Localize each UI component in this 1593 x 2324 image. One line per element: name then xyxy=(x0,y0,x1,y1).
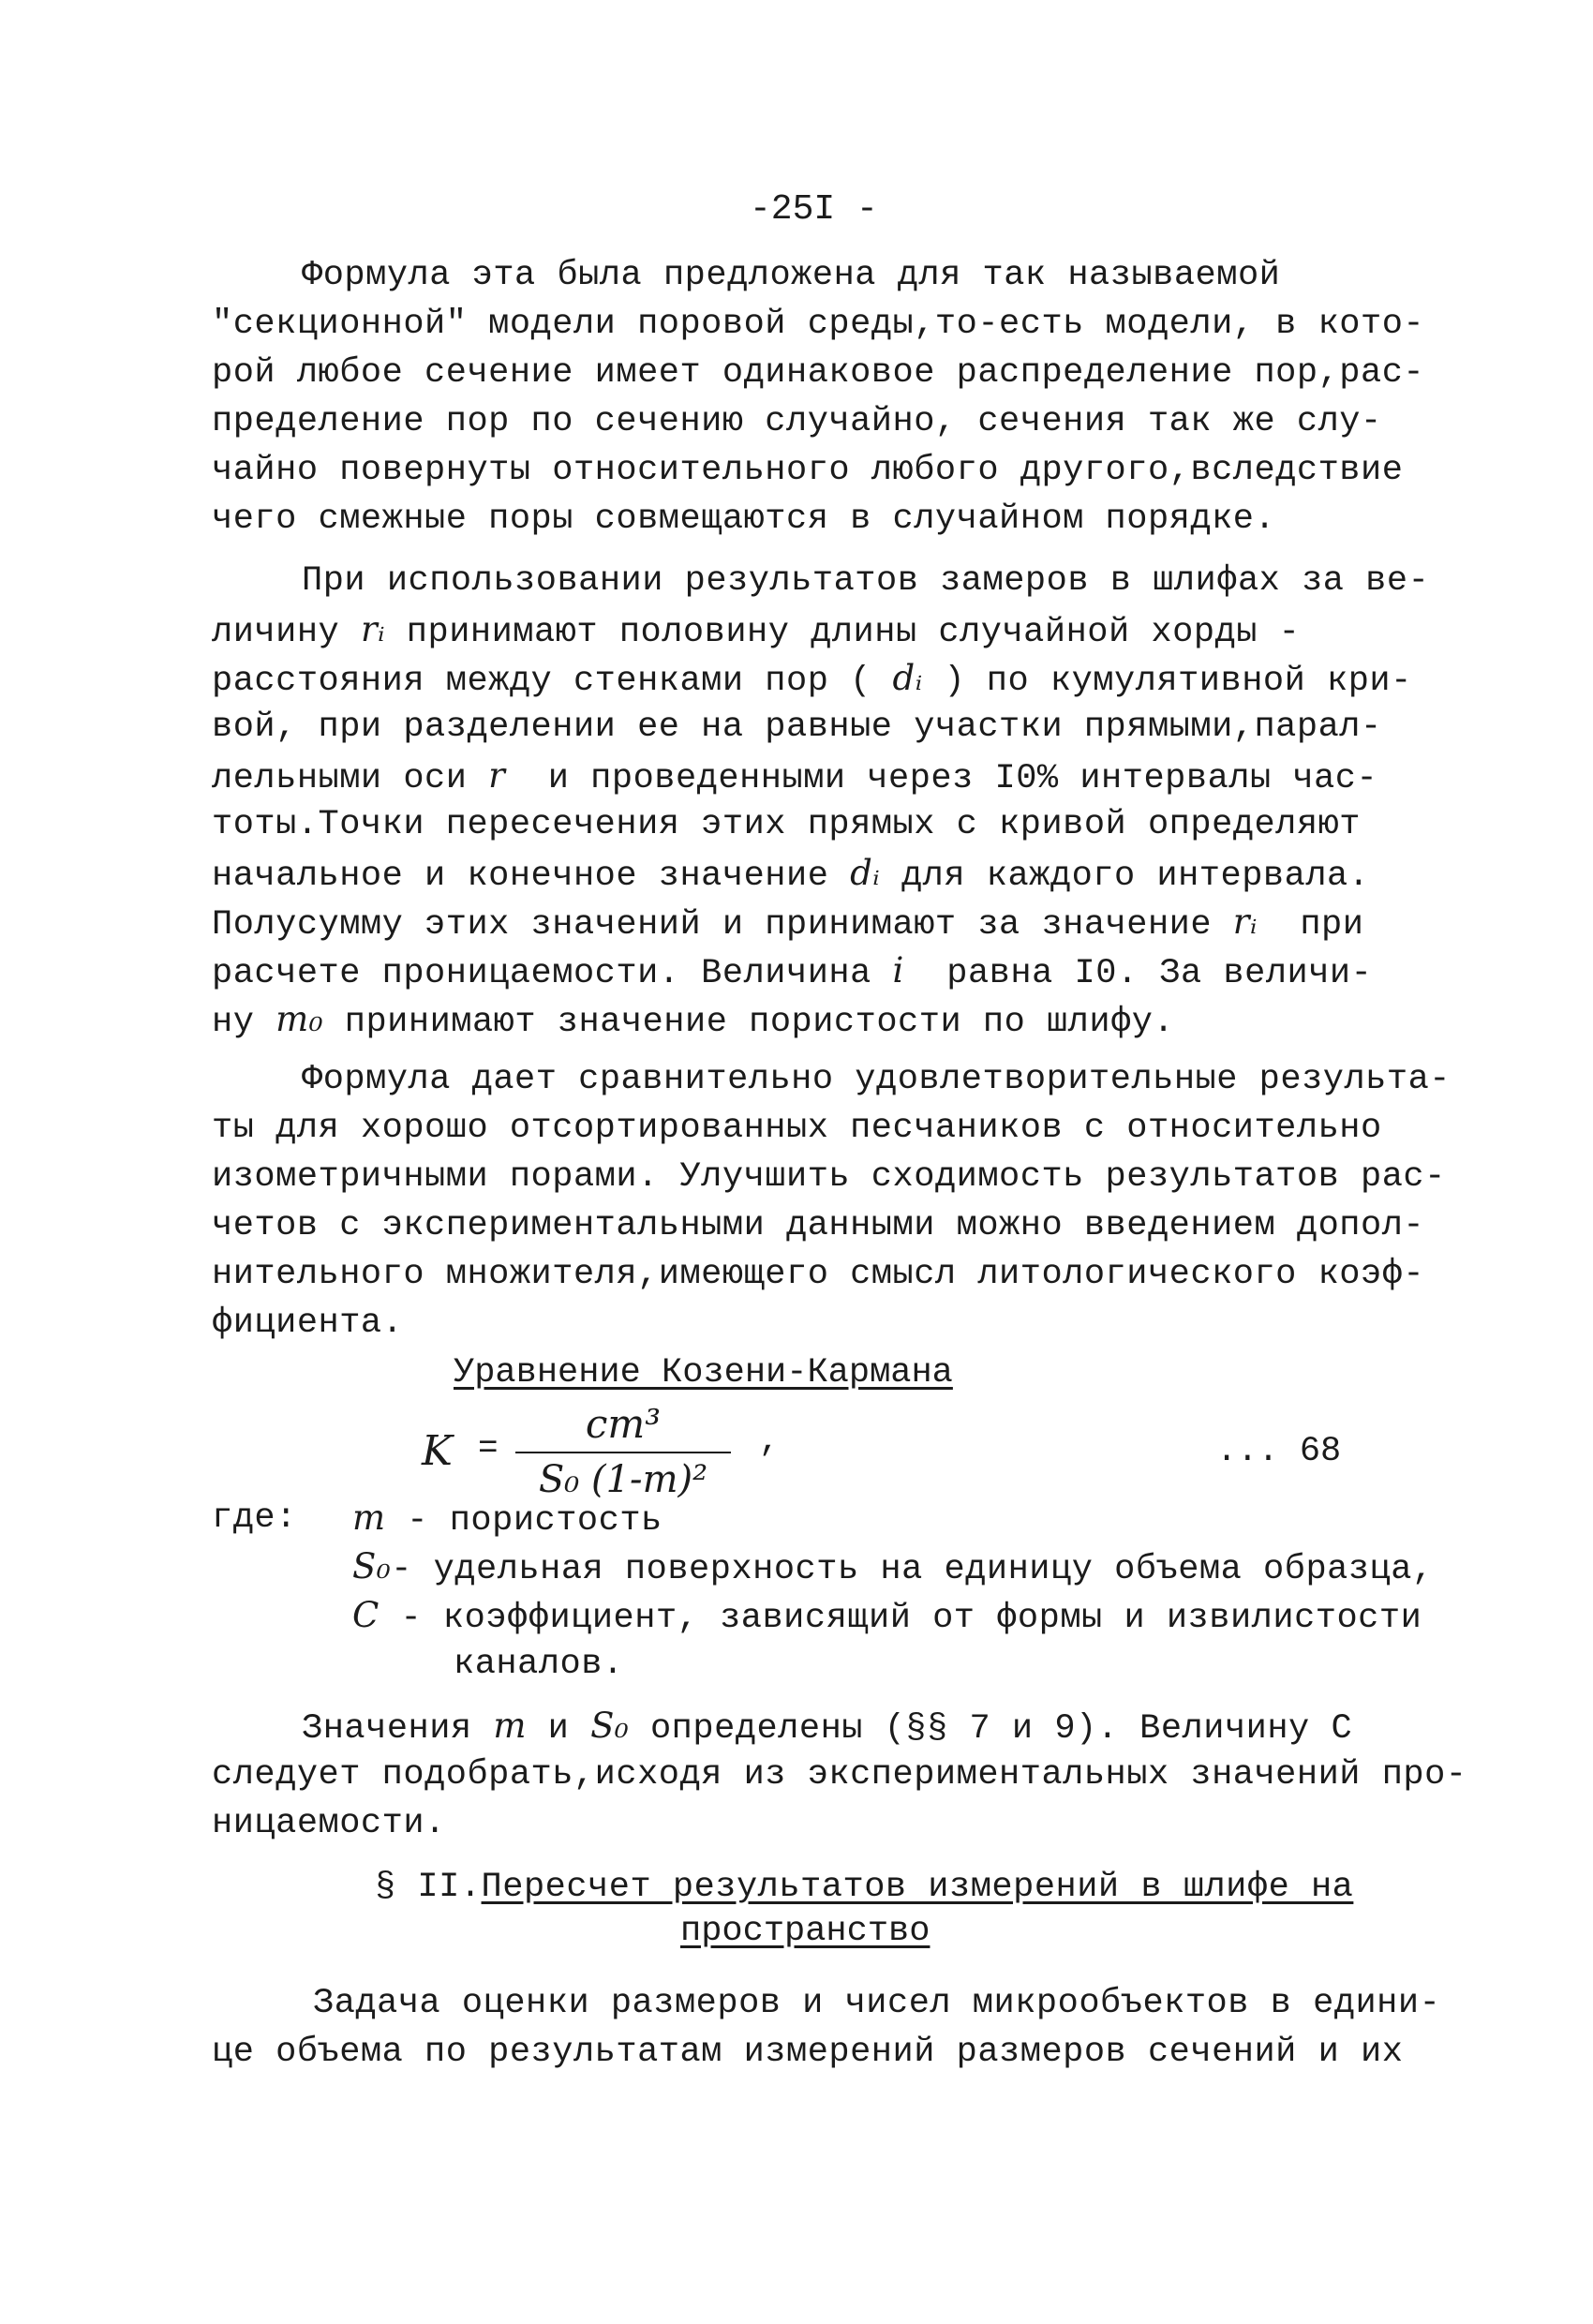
symbol-m: m xyxy=(493,1706,527,1746)
paragraph-3-line: нительного множителя,имеющего смысл литологического коэф- xyxy=(212,1255,1425,1294)
paragraph-1-line: рой любое сечение имеет одинаковое распределение пор,рас- xyxy=(212,353,1425,393)
paragraph-4-line: ницаемости. xyxy=(212,1804,446,1843)
paragraph-2-line: При использовании результатов замеров в шлифах за ве- xyxy=(302,561,1430,601)
formula-lhs: K xyxy=(422,1427,453,1475)
paragraph-1-line: чего смежные поры совмещаются в случайном порядке. xyxy=(212,499,1276,539)
symbol-d-i: dᵢ xyxy=(892,658,923,698)
paragraph-4-line: следует подобрать,исходя из экспериментальных значений про- xyxy=(212,1755,1467,1795)
paragraph-1-line: пределение пор по сечению случайно, сечения так же слу- xyxy=(212,402,1382,441)
legend-continuation: каналов. xyxy=(454,1645,624,1684)
paragraph-1-line: чайно повернуты относительного любого другого,вследствие xyxy=(212,451,1404,490)
section-prefix: § II. xyxy=(375,1868,482,1907)
symbol-r-i: rᵢ xyxy=(1232,901,1258,942)
legend-item: S₀- удельная поверхность на единицу объема образца, xyxy=(352,1546,1434,1589)
legend-item: C - коэффициент, зависящий от формы и извилистости xyxy=(352,1595,1422,1638)
paragraph-2-line: расчете проницаемости. Величина i равна I0. За величи- xyxy=(212,950,1373,993)
paragraph-1-line: "секционной" модели поровой среды,то-есть модели, в кото- xyxy=(212,305,1425,344)
paragraph-2-line: лельными оси r и проведенными через I0% интервалы час- xyxy=(212,755,1378,798)
paragraph-1-line: Формула эта была предложена для так называемой xyxy=(302,256,1281,295)
symbol-d-i: dᵢ xyxy=(850,853,881,893)
paragraph-2-line: вой, при разделении ее на равные участки прямыми,парал- xyxy=(212,708,1382,747)
paragraph-5-line: це объема по результатам измерений размеров сечений и их xyxy=(212,2033,1404,2072)
fraction-bar xyxy=(515,1452,731,1453)
section-heading xyxy=(375,1863,1593,1912)
paragraph-2-line: ну m₀ принимают значение пористости по шлифу. xyxy=(212,999,1175,1042)
legend-symbol: m xyxy=(352,1497,386,1538)
paragraph-2-line: Полусумму этих значений и принимают за значение rᵢ при xyxy=(212,901,1364,945)
page-number: -25I - xyxy=(750,189,878,230)
legend-symbol: C xyxy=(352,1595,380,1635)
legend-where: где: xyxy=(212,1498,297,1538)
formula-denominator: S₀ (1-m)² xyxy=(538,1458,708,1501)
kozeny-carman-heading: Уравнение Козени-Кармана xyxy=(454,1353,953,1393)
paragraph-2-line: личину rᵢ принимают половину длины случайной хорды - xyxy=(212,609,1301,652)
symbol-i: i xyxy=(892,950,904,991)
symbol-m0: m₀ xyxy=(275,999,324,1039)
formula-fraction xyxy=(515,1401,731,1502)
paragraph-3-line: ты для хорошо отсортированных песчаников с относительно xyxy=(212,1109,1382,1148)
legend-symbol: S₀ xyxy=(352,1546,392,1587)
symbol-r-i: rᵢ xyxy=(360,609,386,649)
section-title-line1: Пересчет результатов измерений в шлифе на xyxy=(481,1868,1354,1907)
paragraph-3-line: изометричными порами. Улучшить сходимость результатов рас- xyxy=(212,1157,1446,1197)
section-title-line2: пространство xyxy=(680,1912,930,1951)
formula-equals: = xyxy=(478,1429,499,1467)
paragraph-3-line: фициента. xyxy=(212,1304,404,1343)
paragraph-3-line: четов с экспериментальными данными можно введением допол- xyxy=(212,1206,1425,1245)
formula-comma: , xyxy=(759,1422,780,1460)
paragraph-2-line: тоты.Точки пересечения этих прямых с кривой определяют xyxy=(212,805,1361,844)
formula-numerator: cm³ xyxy=(585,1401,662,1447)
paragraph-5-line: Задача оценки размеров и чисел микрообъектов в едини- xyxy=(313,1984,1441,2023)
symbol-r: r xyxy=(488,755,506,796)
paragraph-3-line: Формула дает сравнительно удовлетворительные результа- xyxy=(302,1060,1451,1099)
paragraph-2-line: начальное и конечное значение dᵢ для каждого интервала. xyxy=(212,853,1370,896)
equation-number: ... 68 xyxy=(1216,1432,1342,1471)
paragraph-2-line: расстояния между стенками пор ( dᵢ ) по кумулятивной кри- xyxy=(212,658,1412,701)
symbol-s0: S₀ xyxy=(590,1706,630,1746)
paragraph-4-line: Значения m и S₀ определены (§§ 7 и 9). Величину С xyxy=(302,1706,1353,1749)
legend-item: m - пористость xyxy=(352,1497,663,1541)
